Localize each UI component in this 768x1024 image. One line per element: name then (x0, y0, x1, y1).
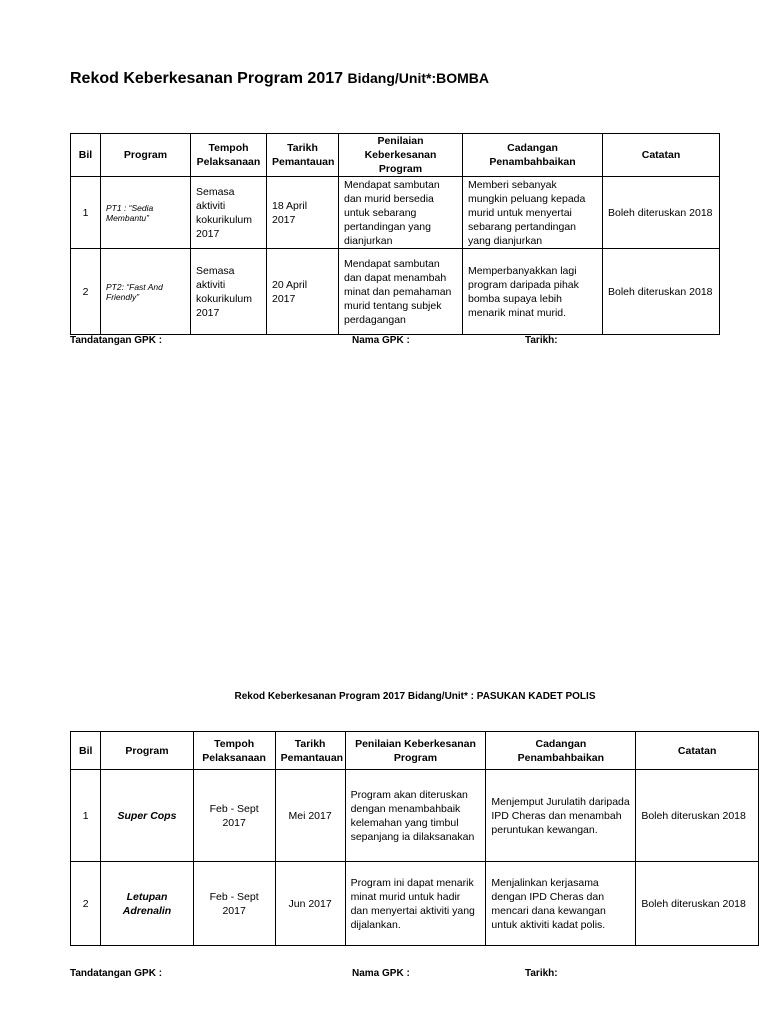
cell-bil: 2 (71, 862, 101, 946)
cell-program: Super Cops (101, 770, 193, 862)
cell-tempoh: Feb - Sept 2017 (193, 862, 275, 946)
header-penilaian: Penilaian Keberkesanan Program (339, 134, 463, 177)
cell-cadangan: Menjemput Jurulatih daripada IPD Cheras dan menambah peruntukan kewangan. (486, 770, 636, 862)
name-label: Nama GPK : (352, 335, 410, 346)
cell-program: Letupan Adrenalin (101, 862, 193, 946)
cell-bil: 1 (71, 770, 101, 862)
cell-tarikh: 18 April 2017 (267, 177, 339, 249)
table-header-row (71, 134, 720, 177)
cell-catatan: Boleh diteruskan 2018 (603, 249, 720, 335)
cell-catatan: Boleh diteruskan 2018 (636, 862, 759, 946)
programme-table-bomba (70, 133, 720, 335)
header-tarikh: Tarikh Pemantauan (275, 732, 345, 770)
cell-penilaian: Mendapat sambutan dan murid bersedia untuk sebarang pertandingan yang dianjurkan (339, 177, 463, 249)
cell-penilaian: Program akan diteruskan dengan menambahbaik kelemahan yang timbul sepanjang ia dilaksanakan (345, 770, 486, 862)
table-header-row (71, 732, 759, 770)
table-row (71, 249, 720, 335)
cell-bil: 1 (71, 177, 101, 249)
cell-catatan: Boleh diteruskan 2018 (603, 177, 720, 249)
cell-bil: 2 (71, 249, 101, 335)
header-bil: Bil (71, 134, 101, 177)
header-catatan: Catatan (603, 134, 720, 177)
cell-program: PT1 : “Sedia Membantu” (101, 177, 191, 249)
cell-cadangan: Memperbanyakkan lagi program daripada pihak bomba supaya lebih menarik minat murid. (463, 249, 603, 335)
header-cadangan: Cadangan Penambahbaikan (486, 732, 636, 770)
cell-cadangan: Memberi sebanyak mungkin peluang kepada murid untuk menyertai sebarang pertandingan yang dianjurkan (463, 177, 603, 249)
cell-tarikh: Jun 2017 (275, 862, 345, 946)
header-program: Program (101, 732, 193, 770)
table-row (71, 770, 759, 862)
page-title-bomba (70, 70, 489, 88)
header-cadangan: Cadangan Penambahbaikan (463, 134, 603, 177)
header-catatan: Catatan (636, 732, 759, 770)
header-tempoh: Tempoh Pelaksanaan (191, 134, 267, 177)
table-row (71, 177, 720, 249)
title-main: Rekod Keberkesanan Program 2017 (70, 70, 344, 87)
name-label: Nama GPK : (352, 968, 410, 979)
signature-label: Tandatangan GPK : (70, 968, 163, 979)
page-title-kadet-polis: Rekod Keberkesanan Program 2017 Bidang/Unit* : PASUKAN KADET POLIS (234, 691, 596, 702)
cell-tempoh: Semasa aktiviti kokurikulum 2017 (191, 249, 267, 335)
date-label: Tarikh: (525, 335, 558, 346)
cell-program: PT2: “Fast And Friendly” (101, 249, 191, 335)
signature-label: Tandatangan GPK : (70, 335, 163, 346)
cell-cadangan: Menjalinkan kerjasama dengan IPD Cheras dan mencari dana kewangan untuk aktiviti kadat polis. (486, 862, 636, 946)
cell-tempoh: Semasa aktiviti kokurikulum 2017 (191, 177, 267, 249)
table-row (71, 862, 759, 946)
cell-tempoh: Feb - Sept 2017 (193, 770, 275, 862)
programme-table-kadet-polis (70, 731, 759, 946)
date-label: Tarikh: (525, 968, 558, 979)
cell-tarikh: Mei 2017 (275, 770, 345, 862)
header-penilaian: Penilaian Keberkesanan Program (345, 732, 486, 770)
header-tempoh: Tempoh Pelaksanaan (193, 732, 275, 770)
cell-penilaian: Program ini dapat menarik minat murid untuk hadir dan menyertai aktiviti yang dijalankan. (345, 862, 486, 946)
cell-tarikh: 20 April 2017 (267, 249, 339, 335)
title-unit: Bidang/Unit*:BOMBA (347, 70, 490, 86)
cell-penilaian: Mendapat sambutan dan dapat menambah minat dan pemahaman murid tentang subjek perdagangan (339, 249, 463, 335)
cell-catatan: Boleh diteruskan 2018 (636, 770, 759, 862)
header-tarikh: Tarikh Pemantauan (267, 134, 339, 177)
header-bil: Bil (71, 732, 101, 770)
header-program: Program (101, 134, 191, 177)
